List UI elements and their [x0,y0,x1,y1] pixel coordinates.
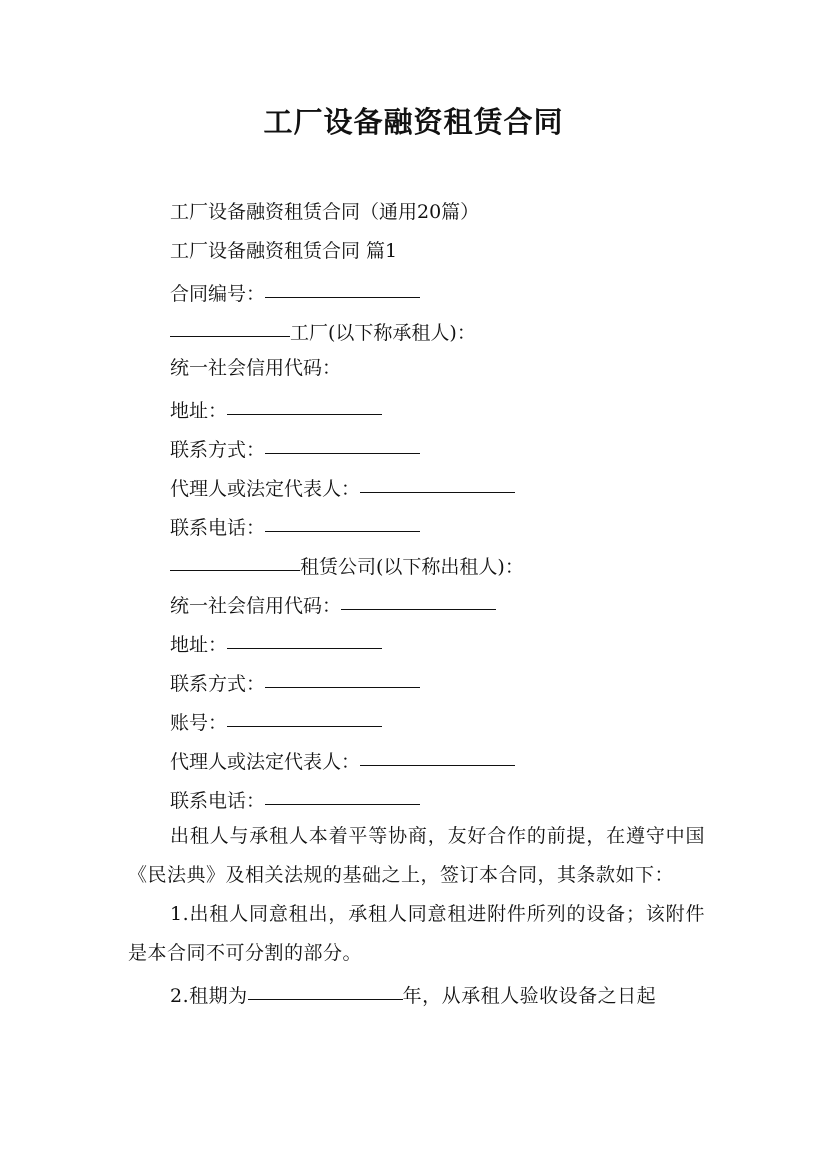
lessor-account-line [170,700,705,739]
clause-1-paragraph: 1.出租人同意租出，承租人同意租进附件所列的设备；该附件是本合同不可分割的部分。 [128,903,705,964]
lessor-agent-line [170,739,705,778]
clause-2-paragraph [128,973,705,1016]
lessor-agent-blank [360,739,515,766]
lessee-address-blank [227,388,382,415]
lessee-contact-label: 联系方式： [170,439,266,461]
lessee-credit-code-label: 统一社会信用代码： [170,357,342,379]
lessee-agent-blank [360,466,515,493]
contract-number-line [170,271,705,310]
clause-2-text-before: 2.租期为 [170,985,248,1007]
lessee-phone-line [170,505,705,544]
document-title: 工厂设备融资租赁合同 [263,105,564,139]
lessor-credit-code-line [170,583,705,622]
lessee-phone-blank [265,505,420,532]
lessor-address-line [170,622,705,661]
lessor-contact-label: 联系方式： [170,673,266,695]
lessee-contact-blank [265,427,420,454]
lessor-address-blank [227,622,382,649]
lessee-name-blank [170,310,290,337]
lessor-phone-line [170,778,705,817]
lessor-phone-label: 联系电话： [170,790,266,812]
subtitle-text: 工厂设备融资租赁合同（通用20篇） [170,201,480,223]
lessee-agent-line [170,466,705,505]
clause-2-text-after: 年，从承租人验收设备之日起 [402,985,657,1007]
lessee-label: 工厂(以下称承租人)： [290,322,476,344]
lessee-agent-label: 代理人或法定代表人： [170,478,361,500]
lessor-phone-blank [265,778,420,805]
document-body [128,193,705,1016]
lease-term-blank [248,973,403,1000]
contract-number-blank [265,271,420,298]
lessor-address-label: 地址： [170,634,228,656]
lessor-label: 租赁公司(以下称出租人)： [300,556,524,578]
lessor-account-blank [227,700,382,727]
lessee-line [170,310,705,349]
lessor-credit-code-label: 统一社会信用代码： [170,595,342,617]
lessee-phone-label: 联系电话： [170,517,266,539]
lessee-credit-code-line [170,349,705,388]
lessee-address-label: 地址： [170,400,228,422]
lessor-account-label: 账号： [170,712,228,734]
contract-number-label: 合同编号： [170,283,266,305]
preamble-paragraph: 出租人与承租人本着平等协商，友好合作的前提，在遵守中国《民法典》及相关法规的基础之上，签订本合同，其条款如下： [128,825,705,886]
lessor-contact-blank [265,661,420,688]
lessee-address-line [170,388,705,427]
section-heading-text: 工厂设备融资租赁合同 篇1 [170,240,398,262]
lessor-line [170,544,705,583]
subtitle-line [170,193,705,232]
lessee-contact-line [170,427,705,466]
lessor-contact-line [170,661,705,700]
lessor-name-blank [170,544,300,571]
lessor-credit-code-blank [341,583,496,610]
clauses [0,817,705,1016]
section-heading [170,232,705,271]
lessor-agent-label: 代理人或法定代表人： [170,751,361,773]
